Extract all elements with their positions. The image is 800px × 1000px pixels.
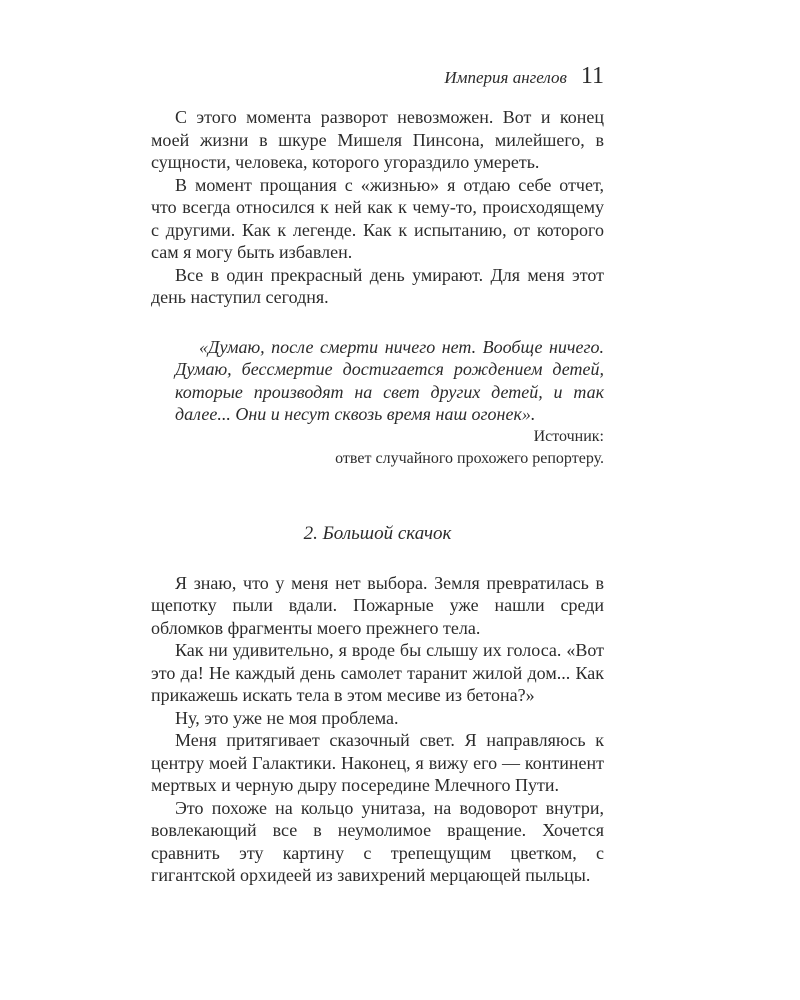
page-number: 11 (580, 63, 604, 89)
paragraph: В момент прощания с «жизнью» я отдаю себе отчет, что всегда относился к ней как к чему-то, происходящему с другими. Как к легенде. Как к испытанию, от которого сам я могу быть избавлен. (151, 174, 604, 262)
paragraph: Ну, это уже не моя проблема. (175, 707, 399, 728)
epigraph-quote: «Думаю, после смерти ничего нет. Вообще ничего. Думаю, бессмертие достигается рождением детей, которые производят на свет других детей, и так далее... Они и несут сквозь время наш огонек». (175, 336, 604, 424)
paragraph: Как ни удивительно, я вроде бы слышу их голоса. «Вот это да! Не каждый день самолет таранит жилой дом... Как прикажешь искать тела в этом месиве из бетона?» (151, 640, 604, 705)
paragraph: С этого момента разворот невозможен. Вот и конец моей жизни в шкуре Мишеля Пинсона, милейшего, в сущности, человека, которого угораздило умереть. (151, 107, 604, 172)
epigraph-source-label: Источник: (533, 427, 604, 445)
book-page (151, 64, 604, 887)
page-header (151, 64, 604, 94)
epigraph-source-text: ответ случайного прохожего репортеру. (335, 449, 604, 467)
chapter-title: 2. Большой скачок (303, 522, 452, 544)
paragraph: Это похоже на кольцо унитаза, на водоворот внутри, вовлекающий все в неумолимое вращение. Хочется сравнить эту картину с трепещущим цветком, с гигантской орхидеей из завихрений мерцающей пыльцы. (151, 797, 604, 885)
epigraph (175, 336, 604, 470)
running-title: Империя ангелов (444, 68, 567, 87)
chapter-body (151, 572, 604, 887)
paragraph: Меня притягивает сказочный свет. Я направляюсь к центру моей Галактики. Наконец, я вижу его — континент мертвых и черную дыру посередине Млечного Пути. (151, 730, 604, 795)
paragraph: Я знаю, что у меня нет выбора. Земля превратилась в щепотку пыли вдали. Пожарные уже нашли среди обломков фрагменты моего прежнего тела. (151, 572, 604, 638)
paragraph: Все в один прекрасный день умирают. Для меня этот день наступил сегодня. (151, 264, 604, 307)
opening-section (151, 106, 604, 309)
